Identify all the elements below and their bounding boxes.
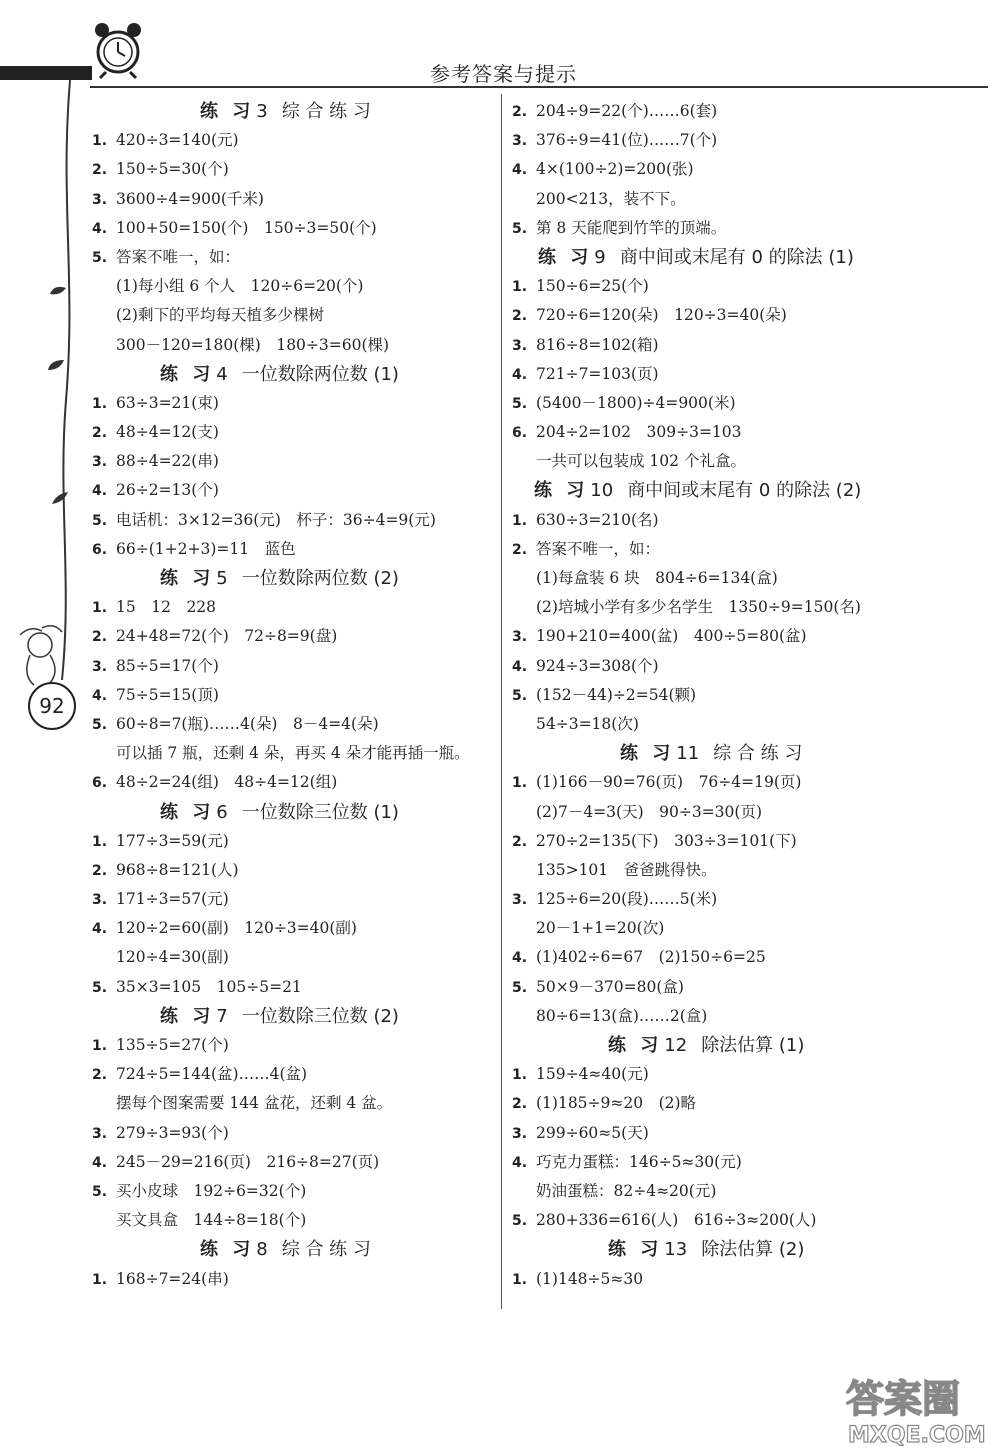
item-text: 一共可以包装成 102 个礼盒。 — [536, 452, 746, 471]
watermark-line1: 答案圈 — [846, 1377, 961, 1421]
item-text: (2)7－4=3(天) 90÷3=30(页) — [536, 802, 762, 821]
section-heading — [92, 1235, 492, 1264]
section-label: 练 习 — [620, 743, 675, 765]
item-number: 2. — [512, 308, 528, 325]
answer-item — [512, 973, 982, 1002]
section-number: 3 — [256, 101, 268, 122]
answer-continuation — [512, 856, 982, 885]
section-title: 综 合 练 习 — [713, 743, 803, 765]
section-title: 一位数除三位数 (2) — [241, 1005, 399, 1027]
item-number: 4. — [512, 658, 528, 675]
answer-item — [92, 1265, 492, 1294]
item-number: 2. — [512, 1096, 528, 1113]
section-title: 一位数除两位数 (1) — [241, 363, 399, 385]
answer-item — [512, 155, 982, 184]
answer-continuation — [92, 1089, 492, 1118]
answer-item — [92, 447, 492, 476]
item-number: 1. — [92, 833, 108, 850]
item-number: 5. — [92, 979, 108, 996]
answer-continuation — [512, 1177, 982, 1206]
item-text: 80÷6=13(盒)……2(盒) — [536, 1006, 708, 1025]
answer-column-left — [92, 97, 492, 1294]
item-number: 3. — [92, 1125, 108, 1142]
item-text: 159÷4≈40(元) — [536, 1065, 649, 1084]
item-text: 376÷9=41(位)……7(个) — [536, 131, 718, 150]
item-text: 35×3=105 105÷5=21 — [116, 977, 302, 996]
item-text: 答案不唯一，如： — [116, 247, 241, 266]
header-bar — [0, 66, 92, 80]
item-number: 2. — [92, 862, 108, 879]
answer-continuation — [512, 185, 982, 214]
answer-item — [512, 360, 982, 389]
answer-continuation — [512, 593, 982, 622]
decorative-vine-icon — [0, 80, 90, 780]
item-text: 买小皮球 192÷6=32(个) — [116, 1181, 307, 1200]
answer-item — [512, 1148, 982, 1177]
item-text: 120÷4=30(副) — [116, 948, 229, 967]
item-text: (2)培城小学有多少名学生 1350÷9=150(名) — [536, 598, 861, 617]
header-rule — [90, 86, 988, 88]
item-text: 88÷4=22(串) — [116, 452, 219, 471]
item-text: 48÷4=12(支) — [116, 423, 219, 442]
section-heading — [92, 97, 492, 126]
answer-item — [512, 272, 982, 301]
item-text: 300－120=180(棵) 180÷3=60(棵) — [116, 335, 390, 354]
section-number: 6 — [216, 801, 228, 823]
answer-item — [512, 827, 982, 856]
section-title: 一位数除三位数 (1) — [241, 801, 399, 823]
answer-column-right — [512, 97, 982, 1294]
section-heading — [512, 739, 982, 768]
section-title: 商中间或末尾有 0 的除法 (1) — [619, 246, 854, 268]
item-text: 721÷7=103(页) — [536, 364, 659, 383]
item-number: 2. — [92, 162, 108, 179]
section-number: 4 — [216, 363, 228, 385]
item-number: 2. — [512, 833, 528, 850]
item-text: 420÷3=140(元) — [116, 131, 239, 150]
column-divider — [501, 94, 502, 1309]
item-text: 电话机：3×12=36(元) 杯子：36÷4=9(元) — [116, 510, 436, 529]
section-number: 5 — [216, 568, 228, 589]
item-number: 3. — [512, 133, 528, 150]
answer-item — [92, 243, 492, 272]
item-number: 4. — [92, 483, 108, 500]
item-text: 3600÷4=900(千米) — [116, 189, 264, 208]
item-text: 26÷2=13(个) — [116, 481, 219, 500]
item-text: 190+210=400(盆) 400÷5=80(盆) — [536, 627, 807, 646]
item-number: 4. — [512, 1154, 528, 1171]
section-label: 练 习 — [608, 1035, 663, 1056]
item-text: (152－44)÷2=54(颗) — [536, 685, 697, 704]
item-text: 135÷5=27(个) — [116, 1036, 229, 1054]
item-number: 3. — [512, 337, 528, 354]
item-number: 1. — [512, 1067, 528, 1084]
answer-item — [512, 943, 982, 972]
item-number: 2. — [92, 629, 108, 646]
answer-item — [512, 126, 982, 155]
item-text: 奶油蛋糕：82÷4≈20(元) — [536, 1181, 717, 1200]
answer-item — [92, 622, 492, 651]
answer-item — [92, 1060, 492, 1089]
item-text: 100+50=150(个) 150÷3=50(个) — [116, 218, 377, 237]
item-number: 5. — [512, 979, 528, 996]
item-text: (2)剩下的平均每天植多少棵树 — [116, 306, 324, 325]
answer-item — [92, 681, 492, 710]
item-number: 6. — [92, 775, 108, 792]
item-text: 60÷8=7(瓶)……4(朵) 8－4=4(朵) — [116, 714, 379, 733]
item-number: 2. — [92, 1067, 108, 1084]
answer-item — [92, 126, 492, 155]
item-number: 1. — [512, 1271, 528, 1288]
item-text: (1)185÷9≈20 (2)略 — [536, 1094, 697, 1113]
section-label: 练 习 — [200, 1239, 255, 1261]
item-text: 15 12 228 — [116, 598, 217, 617]
answer-item — [92, 652, 492, 681]
answer-item — [512, 506, 982, 535]
answer-item — [512, 418, 982, 447]
section-number: 8 — [256, 1239, 268, 1261]
item-text: 75÷5=15(顶) — [116, 685, 219, 704]
section-title: 除法估算 (2) — [701, 1239, 805, 1261]
item-text: (5400－1800)÷4=900(米) — [536, 393, 736, 412]
item-text: 245－29=216(页) 216÷8=27(页) — [116, 1152, 380, 1171]
item-number: 3. — [512, 892, 528, 909]
section-label: 练 习 — [160, 801, 215, 823]
answer-item — [512, 652, 982, 681]
item-text: 968÷8=121(人) — [116, 860, 239, 879]
item-number: 4. — [512, 950, 528, 967]
item-text: 摆每个图案需要 144 盆花，还剩 4 盆。 — [116, 1094, 393, 1113]
section-heading — [92, 360, 492, 389]
section-number: 10 — [590, 480, 614, 502]
item-number: 5. — [92, 716, 108, 733]
item-text: 177÷3=59(元) — [116, 831, 229, 850]
section-number: 12 — [664, 1035, 688, 1056]
item-text: 85÷5=17(个) — [116, 656, 219, 675]
answer-item — [512, 768, 982, 797]
item-text: 48÷2=24(组) 48÷4=12(组) — [116, 773, 338, 792]
answer-item — [512, 1119, 982, 1148]
answer-item — [512, 331, 982, 360]
item-number: 1. — [92, 395, 108, 412]
answer-item — [512, 1206, 982, 1235]
answer-item — [92, 827, 492, 856]
answer-continuation — [92, 739, 492, 768]
section-title: 除法估算 (1) — [701, 1035, 805, 1056]
item-text: 可以插 7 瓶，还剩 4 朵，再买 4 朵才能再插一瓶。 — [116, 744, 470, 763]
item-text: 204÷2=102 309÷3=103 — [536, 423, 742, 442]
section-heading — [512, 1031, 982, 1060]
answer-item — [92, 214, 492, 243]
item-text: 买文具盒 144÷8=18(个) — [116, 1211, 307, 1230]
item-text: 第 8 天能爬到竹竿的顶端。 — [536, 218, 727, 237]
item-number: 2. — [512, 104, 528, 120]
section-heading — [92, 1002, 492, 1031]
answer-item — [512, 1265, 982, 1294]
item-text: (1)402÷6=67 (2)150÷6=25 — [536, 948, 766, 967]
answer-item — [92, 476, 492, 505]
section-title: 综 合 练 习 — [281, 1239, 371, 1261]
item-text: (1)166－90=76(页) 76÷4=19(页) — [536, 773, 802, 792]
item-number: 2. — [512, 541, 528, 558]
answer-continuation — [92, 943, 492, 972]
item-text: 168÷7=24(串) — [116, 1269, 229, 1288]
item-number: 1. — [92, 600, 108, 617]
answer-item — [92, 973, 492, 1002]
answer-item — [512, 1089, 982, 1118]
item-text: (1)每小组 6 个人 120÷6=20(个) — [116, 277, 364, 296]
watermark-logo — [838, 1368, 988, 1448]
answer-item — [512, 301, 982, 330]
item-text: 204÷9=22(个)……6(套) — [536, 102, 718, 120]
item-number: 3. — [92, 892, 108, 909]
item-text: 63÷3=21(束) — [116, 393, 219, 412]
answer-item — [512, 885, 982, 914]
item-number: 4. — [92, 220, 108, 237]
answer-item — [92, 710, 492, 739]
item-text: 54÷3=18(次) — [536, 714, 639, 733]
item-number: 4. — [512, 366, 528, 383]
answer-item — [512, 214, 982, 243]
answer-continuation — [512, 710, 982, 739]
item-text: 279÷3=93(个) — [116, 1123, 229, 1142]
answer-item — [92, 535, 492, 564]
answer-continuation — [512, 447, 982, 476]
item-text: 66÷(1+2+3)=11 蓝色 — [116, 539, 296, 558]
item-number: 4. — [92, 687, 108, 704]
answer-item — [512, 389, 982, 418]
item-text: (1)每盒装 6 块 804÷6=134(盒) — [536, 569, 778, 587]
section-heading — [512, 476, 982, 505]
item-number: 3. — [92, 191, 108, 208]
answer-item — [92, 418, 492, 447]
item-text: 270÷2=135(下) 303÷3=101(下) — [536, 831, 797, 850]
answer-item — [92, 914, 492, 943]
answer-continuation — [512, 914, 982, 943]
item-text: 20－1+1=20(次) — [536, 919, 665, 938]
item-number: 2. — [92, 425, 108, 442]
answer-item — [92, 1148, 492, 1177]
answer-continuation — [92, 301, 492, 330]
section-heading — [92, 564, 492, 593]
item-text: 299÷60≈5(天) — [536, 1123, 649, 1142]
answer-item — [92, 593, 492, 622]
answer-item — [92, 1031, 492, 1060]
item-number: 3. — [512, 629, 528, 646]
section-label: 练 习 — [160, 363, 215, 385]
item-number: 5. — [512, 687, 528, 704]
section-label: 练 习 — [534, 480, 589, 502]
answer-continuation — [512, 564, 982, 593]
item-number: 5. — [512, 220, 528, 237]
section-number: 9 — [594, 246, 606, 268]
section-heading — [92, 798, 492, 827]
item-text: 720÷6=120(朵) 120÷3=40(朵) — [536, 306, 787, 325]
section-label: 练 习 — [538, 246, 593, 268]
answer-continuation — [512, 1002, 982, 1031]
answer-item — [92, 856, 492, 885]
item-text: (1)148÷5≈30 — [536, 1269, 644, 1288]
answer-item — [512, 535, 982, 564]
alarm-clock-mascot-icon — [88, 14, 148, 80]
section-number: 7 — [216, 1005, 228, 1027]
item-number: 5. — [92, 1183, 108, 1200]
item-text: 150÷5=30(个) — [116, 160, 229, 179]
answer-item — [92, 768, 492, 797]
item-text: 24+48=72(个) 72÷8=9(盘) — [116, 627, 338, 646]
section-label: 练 习 — [160, 1005, 215, 1027]
answer-continuation — [92, 331, 492, 360]
answer-item — [512, 1060, 982, 1089]
item-number: 1. — [512, 512, 528, 529]
item-number: 1. — [92, 1271, 108, 1288]
item-text: 200<213，装不下。 — [536, 189, 686, 208]
section-number: 13 — [664, 1239, 688, 1261]
answer-continuation — [92, 272, 492, 301]
item-number: 1. — [92, 133, 108, 150]
item-number: 5. — [92, 249, 108, 266]
answer-item — [512, 681, 982, 710]
item-text: 171÷3=57(元) — [116, 890, 229, 909]
item-text: 150÷6=25(个) — [536, 277, 649, 296]
answer-item — [92, 1177, 492, 1206]
answer-item — [92, 389, 492, 418]
item-text: 4×(100÷2)=200(张) — [536, 160, 694, 179]
item-number: 6. — [512, 425, 528, 442]
answer-item — [92, 885, 492, 914]
item-text: 630÷3=210(名) — [536, 510, 659, 529]
answer-item — [92, 1119, 492, 1148]
watermark-line2: MXQE.COM — [848, 1423, 986, 1448]
section-label: 练 习 — [200, 101, 255, 122]
item-number: 5. — [512, 395, 528, 412]
answer-continuation — [512, 798, 982, 827]
section-number: 11 — [676, 743, 700, 765]
page-header — [0, 0, 1000, 90]
item-number: 6. — [92, 541, 108, 558]
answer-item — [92, 185, 492, 214]
section-label: 练 习 — [608, 1239, 663, 1261]
item-text: 724÷5=144(盆)……4(盆) — [116, 1065, 308, 1084]
answer-item — [512, 622, 982, 651]
section-title: 一位数除两位数 (2) — [241, 568, 399, 589]
item-number: 3. — [92, 658, 108, 675]
item-text: 125÷6=20(段)……5(米) — [536, 890, 718, 909]
answer-item — [512, 97, 982, 126]
section-label: 练 习 — [160, 568, 215, 589]
item-number: 1. — [92, 1038, 108, 1054]
item-number: 1. — [512, 279, 528, 296]
item-text: 280+336=616(人) 616÷3≈200(人) — [536, 1211, 817, 1230]
item-text: 120÷2=60(副) 120÷3=40(副) — [116, 919, 357, 938]
item-text: 924÷3=308(个) — [536, 656, 659, 675]
item-number: 3. — [512, 1125, 528, 1142]
item-text: 50×9－370=80(盒) — [536, 977, 684, 996]
item-number: 4. — [92, 921, 108, 938]
answer-continuation — [92, 1206, 492, 1235]
section-heading — [512, 1235, 982, 1264]
item-text: 135>101 爸爸跳得快。 — [536, 860, 717, 879]
item-number: 1. — [512, 775, 528, 792]
page-number: 92 — [28, 682, 76, 730]
item-text: 答案不唯一，如： — [536, 539, 661, 558]
item-number: 5. — [92, 512, 108, 529]
section-heading — [512, 243, 982, 272]
header-title: 参考答案与提示 — [430, 62, 577, 86]
item-text: 巧克力蛋糕：146÷5≈30(元) — [536, 1152, 742, 1171]
section-title: 综 合 练 习 — [281, 101, 371, 122]
item-number: 4. — [92, 1154, 108, 1171]
answer-item — [92, 506, 492, 535]
answer-item — [92, 155, 492, 184]
section-title: 商中间或末尾有 0 的除法 (2) — [627, 480, 862, 502]
item-text: 816÷8=102(箱) — [536, 335, 659, 354]
item-number: 3. — [92, 454, 108, 471]
item-number: 4. — [512, 162, 528, 179]
item-number: 5. — [512, 1213, 528, 1230]
